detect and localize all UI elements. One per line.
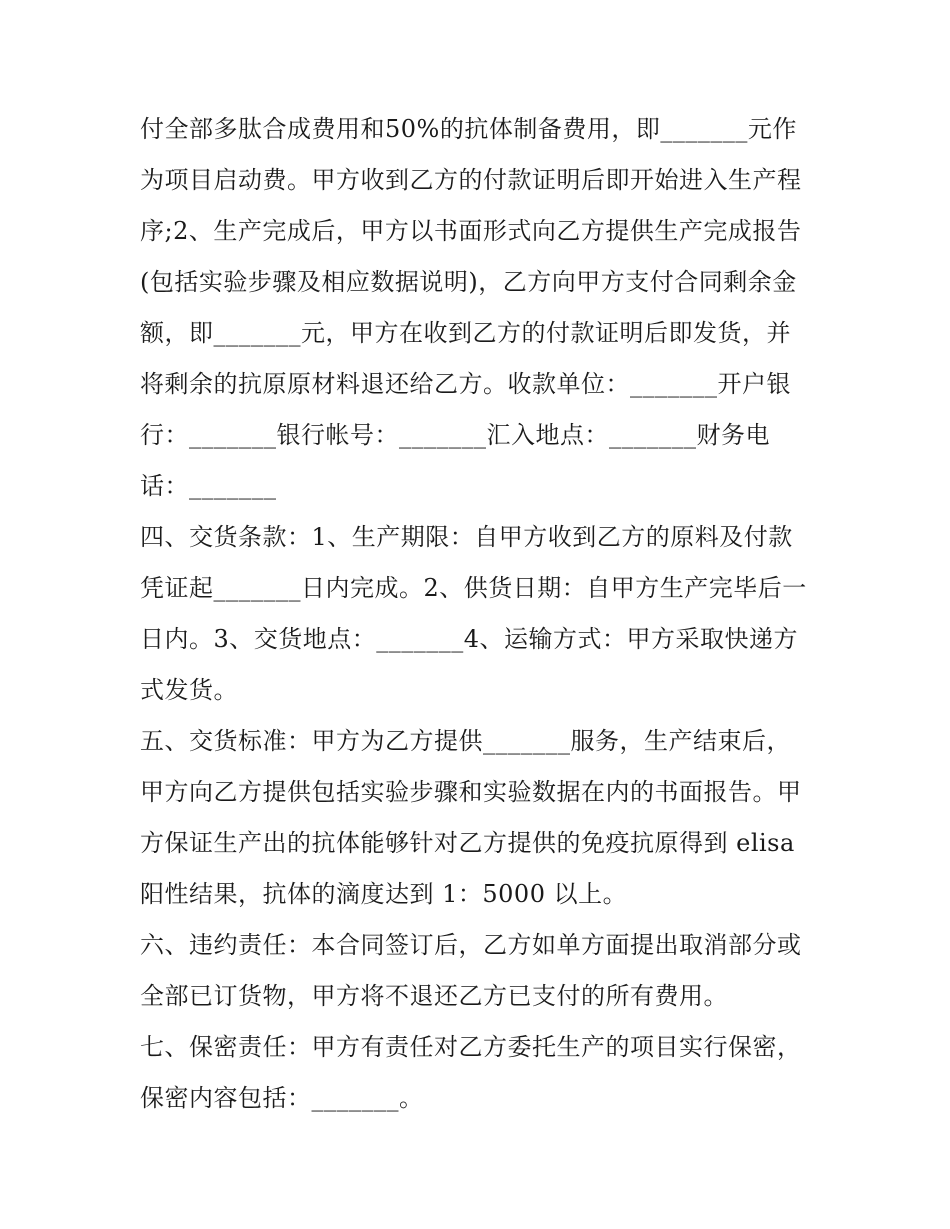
- text-line: 行：_______银行帐号：_______汇入地点：_______财务电: [140, 421, 770, 449]
- text-line: 日内。3、交货地点：_______4、运输方式：甲方采取快递方: [140, 625, 799, 653]
- document-body: [140, 104, 820, 1124]
- text-line: (包括实验步骤及相应数据说明)，乙方向甲方支付合同剩余金: [140, 268, 797, 296]
- section-heading-breach-liability: 六、违约责任：本合同签订后，乙方如单方面提出取消部分或: [140, 931, 802, 959]
- text-line: 全部已订货物，甲方将不退还乙方已支付的所有费用。: [140, 982, 728, 1010]
- text-line: 额，即_______元，甲方在收到乙方的付款证明后即发货，并: [140, 319, 791, 347]
- text-line: 凭证起_______日内完成。2、供货日期：自甲方生产完毕后一: [140, 574, 807, 602]
- text-line: 话：_______: [140, 472, 277, 500]
- text-line: 保密内容包括：_______。: [140, 1084, 424, 1112]
- text-line: 为项目启动费。甲方收到乙方的付款证明后即开始进入生产程: [140, 166, 802, 194]
- section-heading-delivery-standard: 五、交货标准：甲方为乙方提供_______服务，生产结束后，: [140, 727, 791, 755]
- text-line: 式发货。: [140, 676, 238, 704]
- text-line: 方保证生产出的抗体能够针对乙方提供的免疫抗原得到 elisa: [140, 829, 795, 857]
- text-line: 付全部多肽合成费用和50%的抗体制备费用，即_______元作: [140, 115, 797, 143]
- section-heading-delivery-terms: 四、交货条款：1、生产期限：自甲方收到乙方的原料及付款: [140, 523, 793, 551]
- text-line: 甲方向乙方提供包括实验步骤和实验数据在内的书面报告。甲: [140, 778, 802, 806]
- section-heading-confidentiality: 七、保密责任：甲方有责任对乙方委托生产的项目实行保密，: [140, 1033, 802, 1061]
- text-line: 序;2、生产完成后，甲方以书面形式向乙方提供生产完成报告: [140, 217, 802, 245]
- text-line: 将剩余的抗原原材料退还给乙方。收款单位：_______开户银: [140, 370, 791, 398]
- text-line: 阳性结果，抗体的滴度达到 1：5000 以上。: [140, 880, 628, 908]
